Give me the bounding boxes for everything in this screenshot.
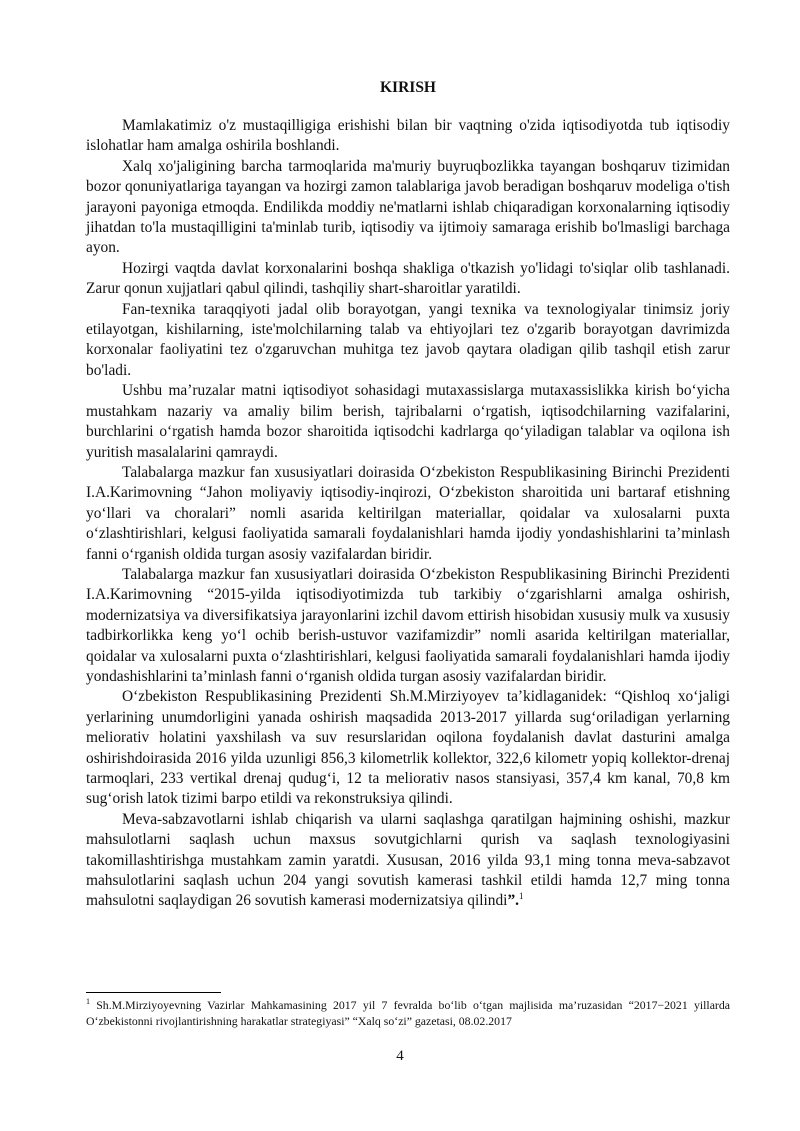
paragraph: O‘zbekiston Respublikasining Prezidenti Sh.M.Mirziyoyev ta’kidlaganidek: “Qishloq xo‘jaligi yerlarining unumdorligini yanada oshirish maqsadida 2013-2017 yillarda sug‘oriladigan yerlarning meliorativ holatini yaxshilash va suv resurslaridan oqilona foydalanish davlat dasturini amalga oshirishdoirasida 2016 yilda uzunligi 856,3 kilometrlik kollektor, 322,6 kilometr yopiq kollektor-drenaj tarmoqlari, 233 vertikal drenaj qudug‘i, 12 ta meliorativ nasos stansiyasi, 357,4 km kanal, 70,8 km sug‘orish latok tizimi barpo etildi va rekonstruksiya qilindi. <box>86 688 730 808</box>
footnote-marker[interactable]: 1 <box>519 891 524 902</box>
paragraph: Talabalarga mazkur fan xususiyatlari doirasida O‘zbekiston Respublikasining Birinchi Prezidenti I.A.Karimovning “Jahon moliyaviy iqtisodiy-inqirozi, O‘zbekiston sharoitida uni bartaraf etishning yo‘llari va choralari” nomli asarida keltirilgan materiallar, qoidalar va xulosalarni puxta o‘zlashtirishlari, kelgusi faoliyatida samarali foydalanishlari hamda ijodiy yondashishlarini ta’minlash fanni o‘rganish oldida turgan asosiy vazifalardan biridir. <box>86 463 730 563</box>
paragraph: Xalq xo'jaligining barcha tarmoqlarida ma'muriy buyruqbozlikka tayangan boshqaruv tizimidan bozor qonuniyatlariga tayangan va hozirgi zamon talablariga javob beradigan boshqaruv modeliga o'tish jarayoni payoniga etmoqda. Endilikda moddiy ne'matlarni ishlab chiqaradigan korxonalarning iqtisodiy jihatdan to'la mustaqilligini ta'minlab turib, iqtisodiy va ijtimoiy samaraga erishib bo'lmasligi barchaga ayon. <box>86 157 730 257</box>
paragraph-last <box>86 810 730 912</box>
paragraph: Mamlakatimiz o'z mustaqilligiga erishishi bilan bir vaqtning o'zida iqtisodiyotda tub iqtisodiy islohatlar ham amalga oshirila boshlandi. <box>86 117 730 155</box>
paragraph-text: Meva-sabzavotlarni ishlab chiqarish va ularni saqlashga qaratilgan hajmining oshishi, mazkur mahsulotlarni saqlash uchun maxsus sovutgichlarni qurish va saqlash texnologiyasini takomillashtirishga mustahkam zamin yaratdi. Xususan, 2016 yilda 93,1 ming tonna meva-sabzavot mahsulotlarini saqlash uchun 204 yangi sovutish kamerasi tashkil etildi hamda 12,7 ming tonna mahsulotni saqlaydigan 26 sovutish kamerasi modernizatsiya qilindi <box>86 810 730 910</box>
footnote-divider <box>86 992 221 993</box>
paragraph: Hozirgi vaqtda davlat korxonalarini boshqa shakliga o'tkazish yo'lidagi to'siqlar olib tashlanadi. Zarur qonun xujjatlari qabul qilindi, tashqiliy shart-sharoitlar yaratildi. <box>86 259 730 298</box>
footnote-text: Sh.M.Mirziyoyevning Vazirlar Mahkamasining 2017 yil 7 fevralda bo‘lib o‘tgan majlisida ma’ruzasidan “2017−2021 yillarda O‘zbekistonni rivojlantirishning harakatlar strategiyasi” “Xalq so‘zi” gazetasi, 08.02.2017 <box>86 998 730 1028</box>
paragraph: Talabalarga mazkur fan xususiyatlari doirasida O‘zbekiston Respublikasining Birinchi Prezidenti I.A.Karimovning “2015-yilda iqtisodiyotimizda tub tarkibiy o‘zgarishlarni amalga oshirish, modernizatsiya va diversifikatsiya jarayonlarini izchil davom ettirish hisobidan xususiy mulk va xususiy tadbirkorlikka keng yo‘l ochib berish-ustuvor vazifamizdir” nomli asarida keltirilgan materiallar, qoidalar va xulosalarni puxta o‘zlashtirishlari, kelgusi faoliyatida samarali foydalanishlari hamda ijodiy yondashishlarini ta’minlash fanni o‘rganish oldida turgan asosiy vazifalardan biridir. <box>86 565 730 685</box>
page-title: KIRISH <box>380 79 436 96</box>
closing-quote: ”. <box>507 892 520 910</box>
footnote <box>86 997 730 1029</box>
body-text <box>86 116 730 912</box>
page-number: 4 <box>396 1048 404 1064</box>
footnote-number: 1 <box>86 997 90 1007</box>
paragraph: Ushbu ma’ruzalar matni iqtisodiyot sohasidagi mutaxassislarga mutaxassislikka kirish bo‘yicha mustahkam nazariy va amaliy bilim berish, tajribalarni o‘rgatish, iqtisodchilarning vazifalarini, burchlarini o‘rgatish hamda bozor sharoitida iqtisodchi kadrlarga qo‘yiladigan talablar va oqilona ish yuritish masalalarini qamraydi. <box>86 382 730 461</box>
paragraph: Fan-texnika taraqqiyoti jadal olib borayotgan, yangi texnika va texnologiyalar tinimsiz joriy etilayotgan, kishilarning, iste'molchilarning talab va ehtiyojlari tez o'zgarib borayotgan davrimizda korxonalar faoliyatini tez o'zgaruvchan muhitga tez javob qaytara oladigan qilib tashqil etish zarur bo'ladi. <box>86 300 730 379</box>
